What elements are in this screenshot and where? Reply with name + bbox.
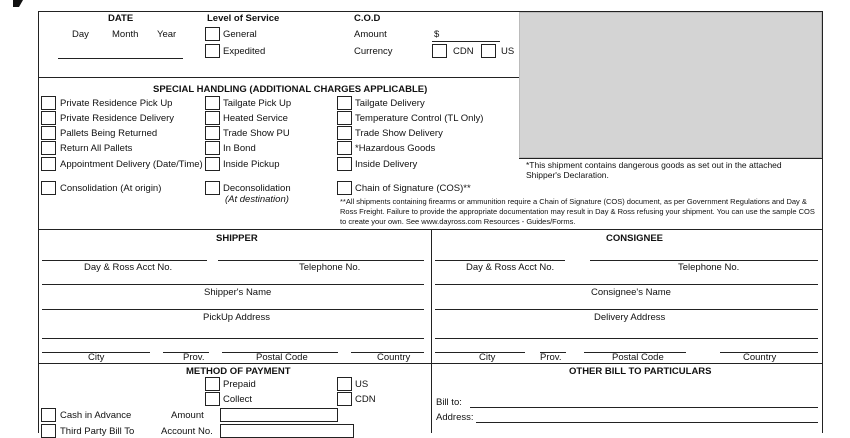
other-address-input[interactable] xyxy=(476,422,818,423)
consolidation-checkbox[interactable] xyxy=(41,181,56,195)
bill-to-label: Bill to: xyxy=(436,397,462,408)
right-border xyxy=(822,11,823,433)
shipper-tel-label: Telephone No. xyxy=(299,262,361,273)
appointment-delivery-checkbox[interactable] xyxy=(41,157,56,171)
return-all-pallets-checkbox[interactable] xyxy=(41,141,56,155)
shipper-name-label: Shipper's Name xyxy=(204,287,272,298)
payment-us-label: US xyxy=(355,379,369,390)
day-label: Day xyxy=(72,29,89,40)
expedited-checkbox[interactable] xyxy=(205,44,220,58)
shipper-name-input[interactable] xyxy=(42,284,424,285)
account-no-label: Account No. xyxy=(161,426,213,437)
special-col2-item: Heated Service xyxy=(223,113,288,124)
shipper-prov-label: Prov. xyxy=(183,352,205,363)
dangerous-goods-note: *This shipment contains dangerous goods as set out in the attached Shipper's Declaration. xyxy=(526,160,782,180)
hazardous-goods-checkbox[interactable] xyxy=(337,141,352,155)
deconsolidation-checkbox[interactable] xyxy=(205,181,220,195)
inside-pickup-checkbox[interactable] xyxy=(205,157,220,171)
consignee-acct-label: Day & Ross Acct No. xyxy=(466,262,555,273)
tailgate-pickup-checkbox[interactable] xyxy=(205,96,220,110)
month-label: Month xyxy=(112,29,139,40)
barcode-area xyxy=(519,12,822,158)
consignee-city-label: City xyxy=(479,352,496,363)
pallets-being-returned-checkbox[interactable] xyxy=(41,126,56,140)
chain-of-signature-label: Chain of Signature (COS)** xyxy=(355,183,471,194)
payment-amount-label: Amount xyxy=(171,410,204,421)
special-col1-item: Pallets Being Returned xyxy=(60,128,158,139)
collect-checkbox[interactable] xyxy=(205,392,220,406)
special-col3-item: Trade Show Delivery xyxy=(355,128,443,139)
third-party-checkbox[interactable] xyxy=(41,424,56,438)
consignee-country-label: Country xyxy=(743,352,777,363)
general-checkbox[interactable] xyxy=(205,27,220,41)
date-input-line[interactable] xyxy=(58,58,183,59)
shipper-tel-input[interactable] xyxy=(218,260,424,261)
consignee-tel-label: Telephone No. xyxy=(678,262,740,273)
consignee-acct-input[interactable] xyxy=(435,260,565,261)
consignee-address-line2[interactable] xyxy=(435,338,818,339)
payment-amount-input[interactable] xyxy=(220,408,338,422)
section-divider-3 xyxy=(38,363,822,364)
cdn-checkbox[interactable] xyxy=(432,44,447,58)
consignee-address-input[interactable] xyxy=(435,309,818,310)
shipper-address-line2[interactable] xyxy=(42,338,424,339)
us-label: US xyxy=(501,46,515,57)
prepaid-label: Prepaid xyxy=(223,379,256,390)
dollar-sign: $ xyxy=(434,29,440,40)
shipper-consignee-divider xyxy=(431,229,432,433)
cdn-label: CDN xyxy=(453,46,474,57)
shipper-address-label: PickUp Address xyxy=(203,312,271,323)
third-party-label: Third Party Bill To xyxy=(60,426,135,437)
shipper-acct-label: Day & Ross Acct No. xyxy=(84,262,173,273)
trade-show-pu-checkbox[interactable] xyxy=(205,126,220,140)
heated-service-checkbox[interactable] xyxy=(205,111,220,125)
currency-label: Currency xyxy=(354,46,393,57)
collect-label: Collect xyxy=(223,394,253,405)
inside-delivery-checkbox[interactable] xyxy=(337,157,352,171)
special-col3-item: *Hazardous Goods xyxy=(355,143,436,154)
address-label: Address: xyxy=(436,412,474,423)
special-col2-item: Inside Pickup xyxy=(223,159,280,170)
cod-amount-input[interactable] xyxy=(432,41,500,42)
payment-cdn-checkbox[interactable] xyxy=(337,392,352,406)
special-col3-item: Inside Delivery xyxy=(355,159,418,170)
deconsolidation-label: Deconsolidation xyxy=(223,183,291,194)
private-residence-delivery-checkbox[interactable] xyxy=(41,111,56,125)
payment-us-checkbox[interactable] xyxy=(337,377,352,391)
special-handling-title: SPECIAL HANDLING (ADDITIONAL CHARGES APPLICABLE) xyxy=(153,84,428,95)
consignee-title: CONSIGNEE xyxy=(606,233,664,244)
level-of-service-label: Level of Service xyxy=(207,13,280,24)
special-col1-item: Return All Pallets xyxy=(60,143,133,154)
amount-label: Amount xyxy=(354,29,387,40)
special-col3-item: Temperature Control (TL Only) xyxy=(355,113,484,124)
trade-show-delivery-checkbox[interactable] xyxy=(337,126,352,140)
other-bill-to-title: OTHER BILL TO PARTICULARS xyxy=(569,366,712,377)
shipper-acct-input[interactable] xyxy=(42,260,207,261)
chain-of-signature-checkbox[interactable] xyxy=(337,181,352,195)
special-col1-item: Appointment Delivery (Date/Time) xyxy=(60,159,203,170)
special-col2-item: Trade Show PU xyxy=(223,128,290,139)
consignee-name-label: Consignee's Name xyxy=(591,287,671,298)
shipper-title: SHIPPER xyxy=(216,233,258,244)
consolidation-label: Consolidation (At origin) xyxy=(60,183,162,194)
shipper-postal-label: Postal Code xyxy=(256,352,308,363)
year-label: Year xyxy=(157,29,177,40)
account-no-input[interactable] xyxy=(220,424,354,438)
logo-mark xyxy=(13,0,23,7)
cash-in-advance-label: Cash in Advance xyxy=(60,410,132,421)
firearms-note: **All shipments containing firearms or ammunition require a Chain of Signature (COS) document, as per Government Regulations and Day & Ross Freight. Failure to provide the appropriate documentation may result in Day & Ross refusing your shipment. You can use the sample COS to create your own. See www.dayross.com Resources - Guides/Forms. xyxy=(340,197,815,226)
consignee-tel-input[interactable] xyxy=(590,260,818,261)
shipper-address-input[interactable] xyxy=(42,309,424,310)
special-col2-item: In Bond xyxy=(223,143,256,154)
private-residence-pickup-checkbox[interactable] xyxy=(41,96,56,110)
consignee-postal-label: Postal Code xyxy=(612,352,664,363)
section-divider-1 xyxy=(38,77,519,78)
shipper-city-label: City xyxy=(88,352,105,363)
at-destination-label: (At destination) xyxy=(225,194,289,205)
special-col1-item: Private Residence Pick Up xyxy=(60,98,173,109)
tailgate-delivery-checkbox[interactable] xyxy=(337,96,352,110)
shipper-country-label: Country xyxy=(377,352,411,363)
in-bond-checkbox[interactable] xyxy=(205,141,220,155)
general-label: General xyxy=(223,29,257,40)
prepaid-checkbox[interactable] xyxy=(205,377,220,391)
expedited-label: Expedited xyxy=(223,46,266,57)
cash-in-advance-checkbox[interactable] xyxy=(41,408,56,422)
payment-cdn-label: CDN xyxy=(355,394,376,405)
date-label: DATE xyxy=(108,13,134,24)
consignee-prov-label: Prov. xyxy=(540,352,562,363)
special-col3-item: Tailgate Delivery xyxy=(355,98,425,109)
cod-label: C.O.D xyxy=(354,13,381,24)
bill-to-input[interactable] xyxy=(470,407,818,408)
us-checkbox[interactable] xyxy=(481,44,496,58)
payment-title: METHOD OF PAYMENT xyxy=(186,366,291,377)
consignee-name-input[interactable] xyxy=(435,284,818,285)
special-col1-item: Private Residence Delivery xyxy=(60,113,175,124)
barcode-bottom-line xyxy=(519,158,822,159)
special-col2-item: Tailgate Pick Up xyxy=(223,98,292,109)
left-border xyxy=(38,11,39,433)
consignee-address-label: Delivery Address xyxy=(594,312,666,323)
temperature-control-checkbox[interactable] xyxy=(337,111,352,125)
section-divider-2 xyxy=(38,229,822,230)
